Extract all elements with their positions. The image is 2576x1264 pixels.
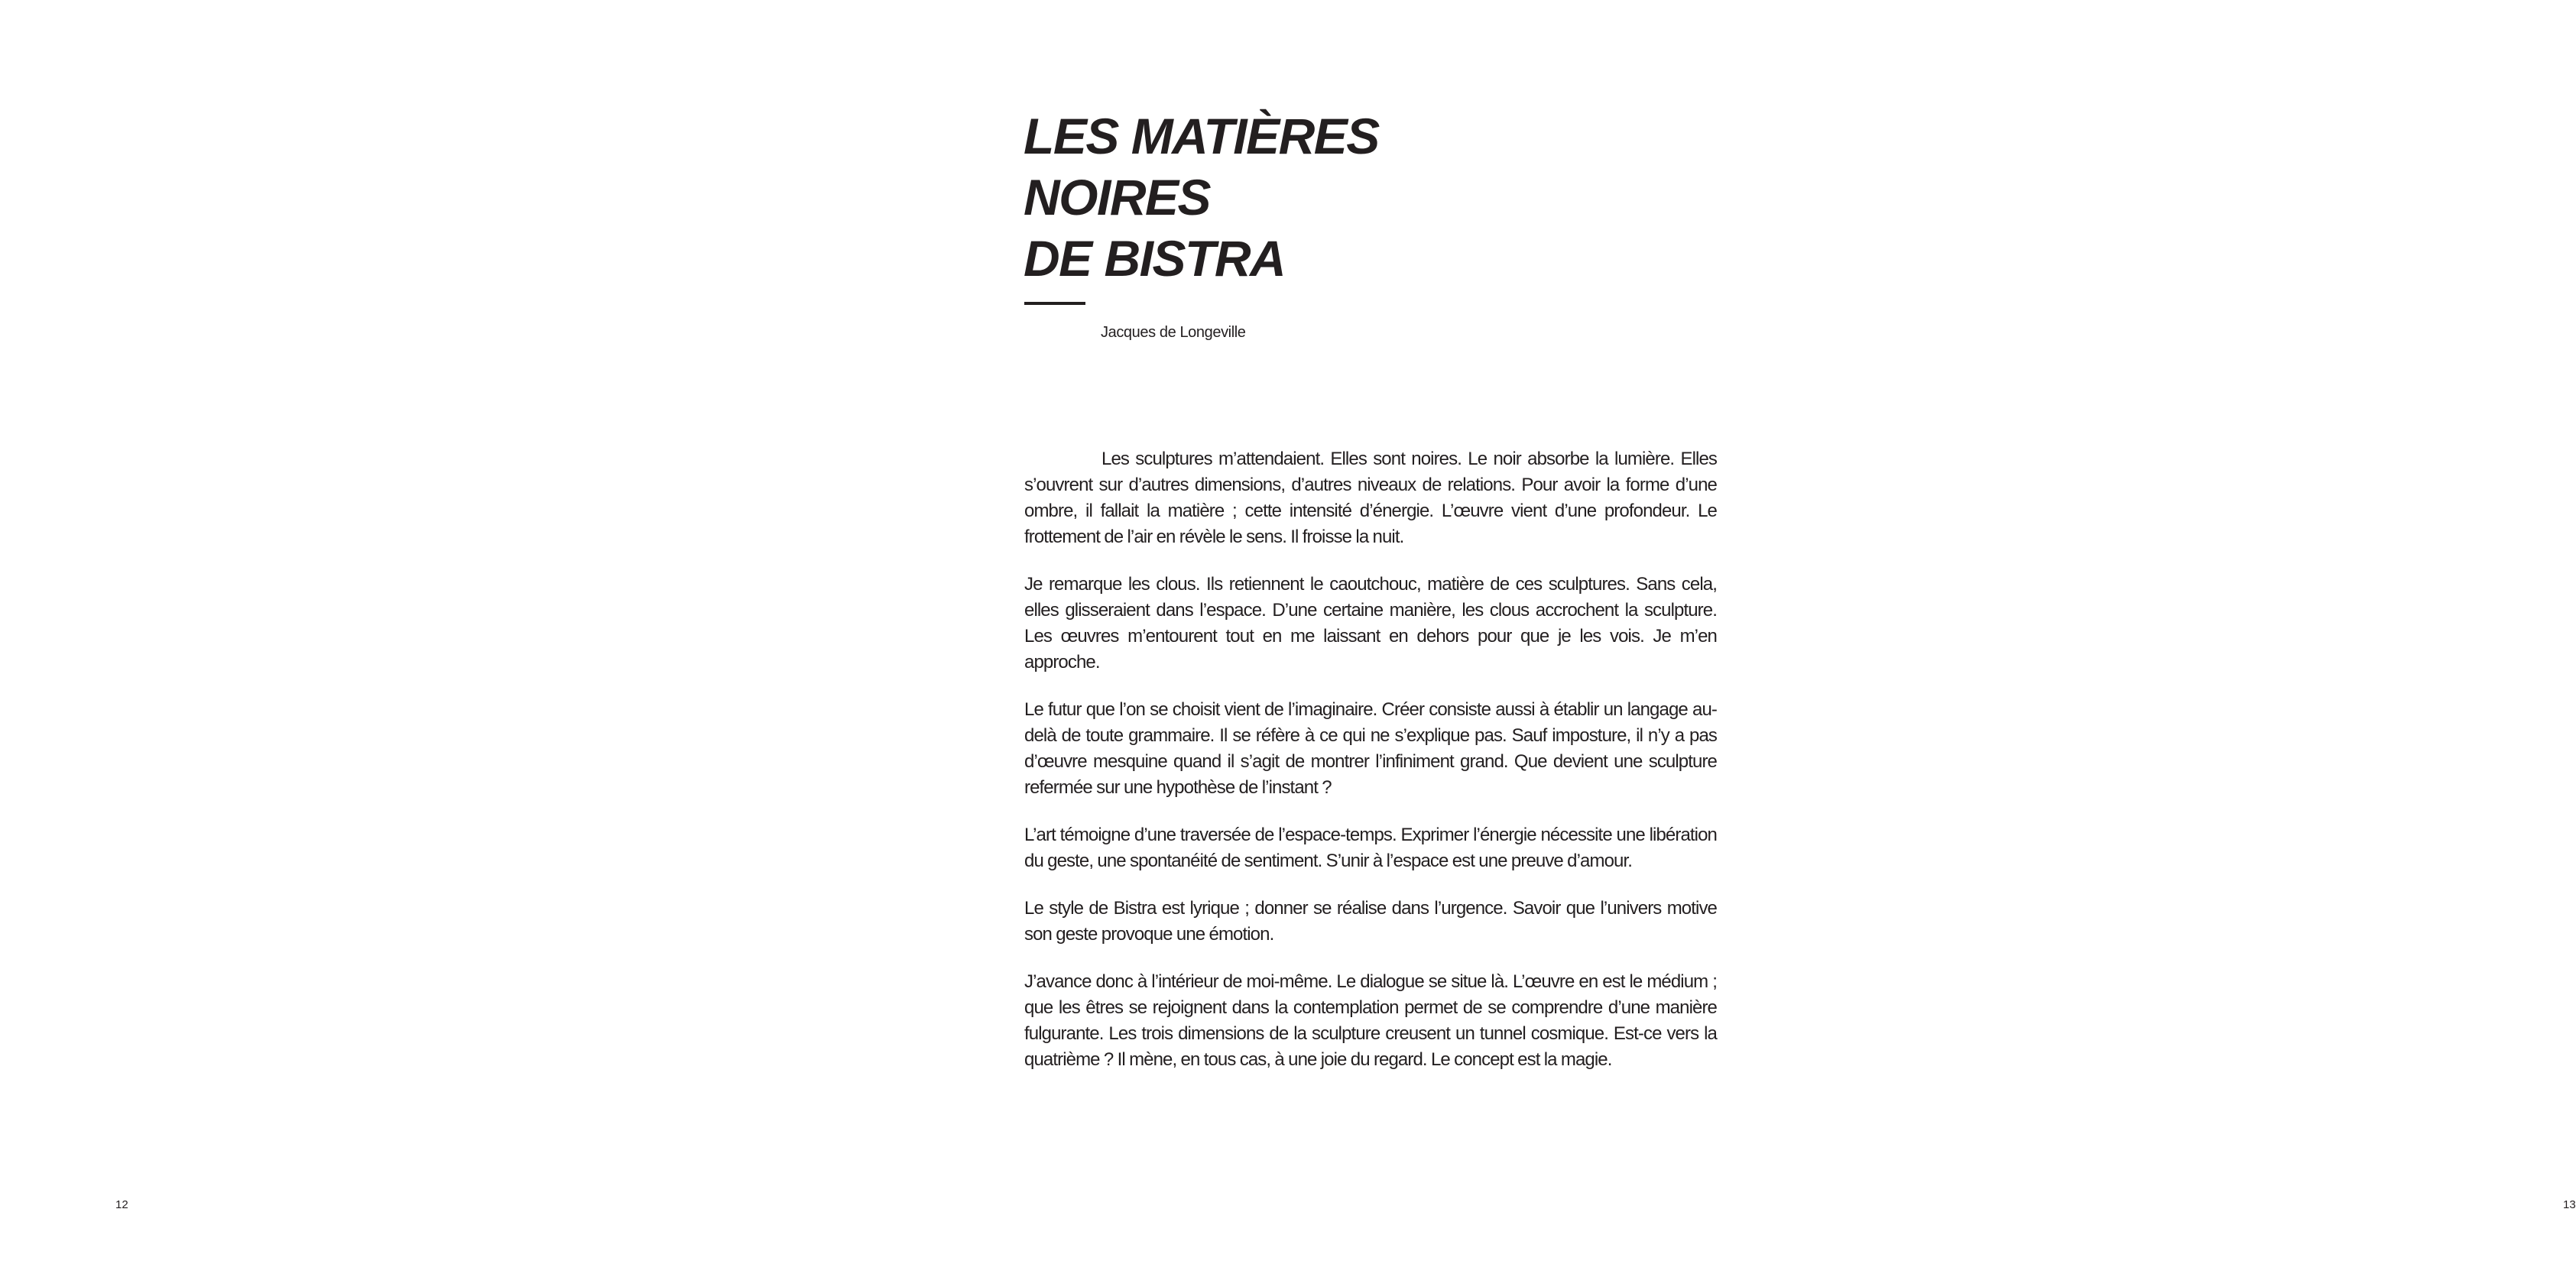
body-paragraph: Le style de Bistra est lyrique ; donner se réalise dans l’urgence. Savoir que l’univers motive son geste provoque une émotion. <box>1024 898 1717 945</box>
title-line: LES MATIÈRES <box>1024 108 1379 164</box>
body-paragraph: J’avance donc à l’intérieur de moi-même. Le dialogue se situe là. L’œuvre en est le médium ; que les êtres se rejoignent dans la contemplation permet de se comprendre d’une manière fulgurante. Les trois dimensions de la sculpture creusent un tunnel cosmique. Est-ce vers la quatrième ? Il mène, en tous cas, à une joie du regard. Le concept est la magie. <box>1024 971 1717 1070</box>
article-title <box>1024 105 1379 289</box>
body-paragraph: Le futur que l’on se choisit vient de l’imaginaire. Créer consiste aussi à établir un langage au-delà de toute grammaire. Il se réfère à ce qui ne s’explique pas. Sauf imposture, il n’y a pas d’œuvre mesquine quand il s’agit de montrer l’infiniment grand. Que devient une sculpture refermée sur une hypothèse de l’instant ? <box>1024 699 1717 798</box>
body-paragraph: Je remarque les clous. Ils retiennent le caoutchouc, matière de ces sculptures. Sans cela, elles glisseraient dans l’espace. D’une certaine manière, les clous accrochent la sculpture. Les œuvres m’entourent tout en me laissant en dehors pour que je les vois. Je m’en approche. <box>1024 574 1717 673</box>
body-paragraph: L’art témoigne d’une traversée de l’espace-temps. Exprimer l’énergie nécessite une libération du geste, une spontanéité de sentiment. S’unir à l’espace est une preuve d’amour. <box>1024 825 1717 871</box>
page-number-left: 12 <box>115 1198 128 1211</box>
title-line: NOIRES <box>1024 169 1211 225</box>
body-paragraph: Les sculptures m’attendaient. Elles sont noires. Le noir absorbe la lumière. Elles s’ouvrent sur d’autres dimensions, d’autres niveaux de relations. Pour avoir la forme d’une ombre, il fallait la matière ; cette intensité d’énergie. L’œuvre vient d’une profondeur. Le frottement de l’air en révèle le sens. Il froisse la nuit. <box>1024 449 1717 547</box>
title-line: DE BISTRA <box>1024 230 1286 287</box>
article-body <box>1024 446 1717 1094</box>
right-page <box>891 0 2576 1264</box>
page-number-right: 13 <box>2563 1198 2576 1211</box>
title-divider <box>1024 302 1085 305</box>
left-page <box>0 0 891 1264</box>
author-name: Jacques de Longeville <box>1101 324 1246 341</box>
